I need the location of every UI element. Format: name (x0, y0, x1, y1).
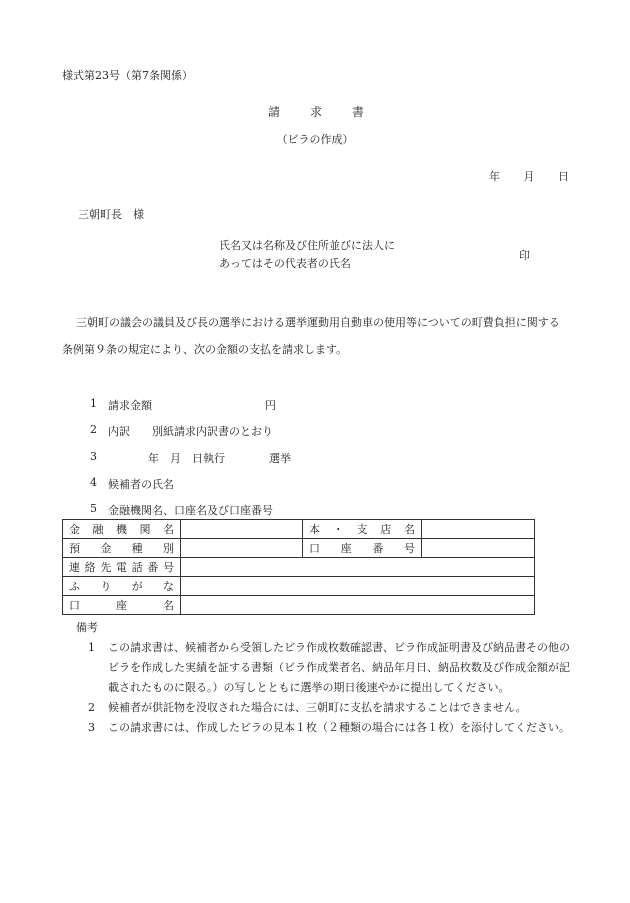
branch-field (422, 520, 535, 539)
title-char: 求 (309, 105, 322, 119)
election-date-text: 年 月 日執行 選挙 (148, 452, 291, 465)
note-text: 候補者が供託物を没収された場合には、三朝町に支払を請求することはできません。 (108, 701, 527, 714)
date-day: 日 (558, 170, 569, 183)
branch-label: 本 ・ 支 店 名 (303, 520, 422, 539)
table-row (63, 577, 535, 596)
furigana-label: ふ り が な (63, 577, 181, 596)
yen-unit: 円 (265, 399, 276, 412)
phone-field (181, 558, 535, 577)
applicant-name-block (219, 237, 395, 273)
note-text: この請求書には、作成したビラの見本１枚（２種類の場合には各１枚）を添付してください。 (108, 721, 570, 734)
account-number-field (422, 539, 535, 558)
addressee: 三朝町長 様 (78, 208, 144, 221)
breakdown-text: 別紙請求内訳書のとおり (152, 425, 273, 438)
applicant-line-1: 氏名又は名称及び住所並びに法人に (219, 239, 395, 252)
title-char: 書 (351, 105, 364, 119)
document-title (268, 103, 364, 120)
date-line (489, 168, 569, 184)
date-month: 月 (523, 170, 535, 183)
title-char: 請 (268, 105, 281, 119)
furigana-field (181, 577, 535, 596)
note-item: 3 この請求書には、作成したビラの見本１枚（２種類の場合には各１枚）を添付してください。 (88, 721, 570, 734)
note-item: 2 候補者が供託物を没収された場合には、三朝町に支払を請求することはできません。 (88, 701, 527, 714)
applicant-line-2: あってはその代表者の氏名 (219, 257, 351, 270)
note-text: この請求書は、候補者から受領したビラ作成枚数確認書、ビラ作成証明書及び納品書その他のビラを作成した実績を証する書類（ビラ作成業者名、納品年月日、納品枚数及び作成金額が記載されたものに限る。）の写しとともに選挙の期日後速やかに提出してください。 (108, 641, 570, 694)
date-year: 年 (489, 170, 500, 183)
table-row (63, 596, 535, 615)
notes-title: 備考 (76, 621, 98, 634)
deposit-type-field (181, 539, 303, 558)
table-row (63, 520, 535, 539)
document-subtitle: （ビラの作成） (276, 133, 354, 146)
bank-name-label: 金 融 機 関 名 (63, 520, 181, 539)
note-item: 1 この請求書は、候補者から受領したビラ作成枚数確認書、ビラ作成証明書及び納品書その他のビラを作成した実績を証する書類（ビラ作成業者名、納品年月日、納品枚数及び作成金額が記載されたものに限る。）の写しとともに選挙の期日後速やかに提出してください。 (88, 641, 570, 694)
deposit-type-label: 預 金 種 別 (63, 539, 181, 558)
bank-name-field (181, 520, 303, 539)
notes-list (88, 638, 578, 738)
body-line-1: 三朝町の議会の議員及び長の選挙における選挙運動用自動車の使用等についての町費負担に関する (76, 316, 560, 329)
bank-info-table (62, 519, 535, 615)
request-body (62, 309, 572, 363)
account-name-label: 口 座 名 (63, 596, 181, 615)
table-row (63, 558, 535, 577)
phone-label: 連 絡 先 電 話 番 号 (63, 558, 181, 577)
account-number-label: 口 座 番 号 (303, 539, 422, 558)
form-number: 様式第23号（第7条関係） (62, 69, 193, 82)
account-name-field (181, 596, 535, 615)
seal-mark: 印 (519, 249, 530, 262)
table-row (63, 539, 535, 558)
body-line-2: 条例第９条の規定により、次の金額の支払を請求します。 (62, 343, 348, 356)
